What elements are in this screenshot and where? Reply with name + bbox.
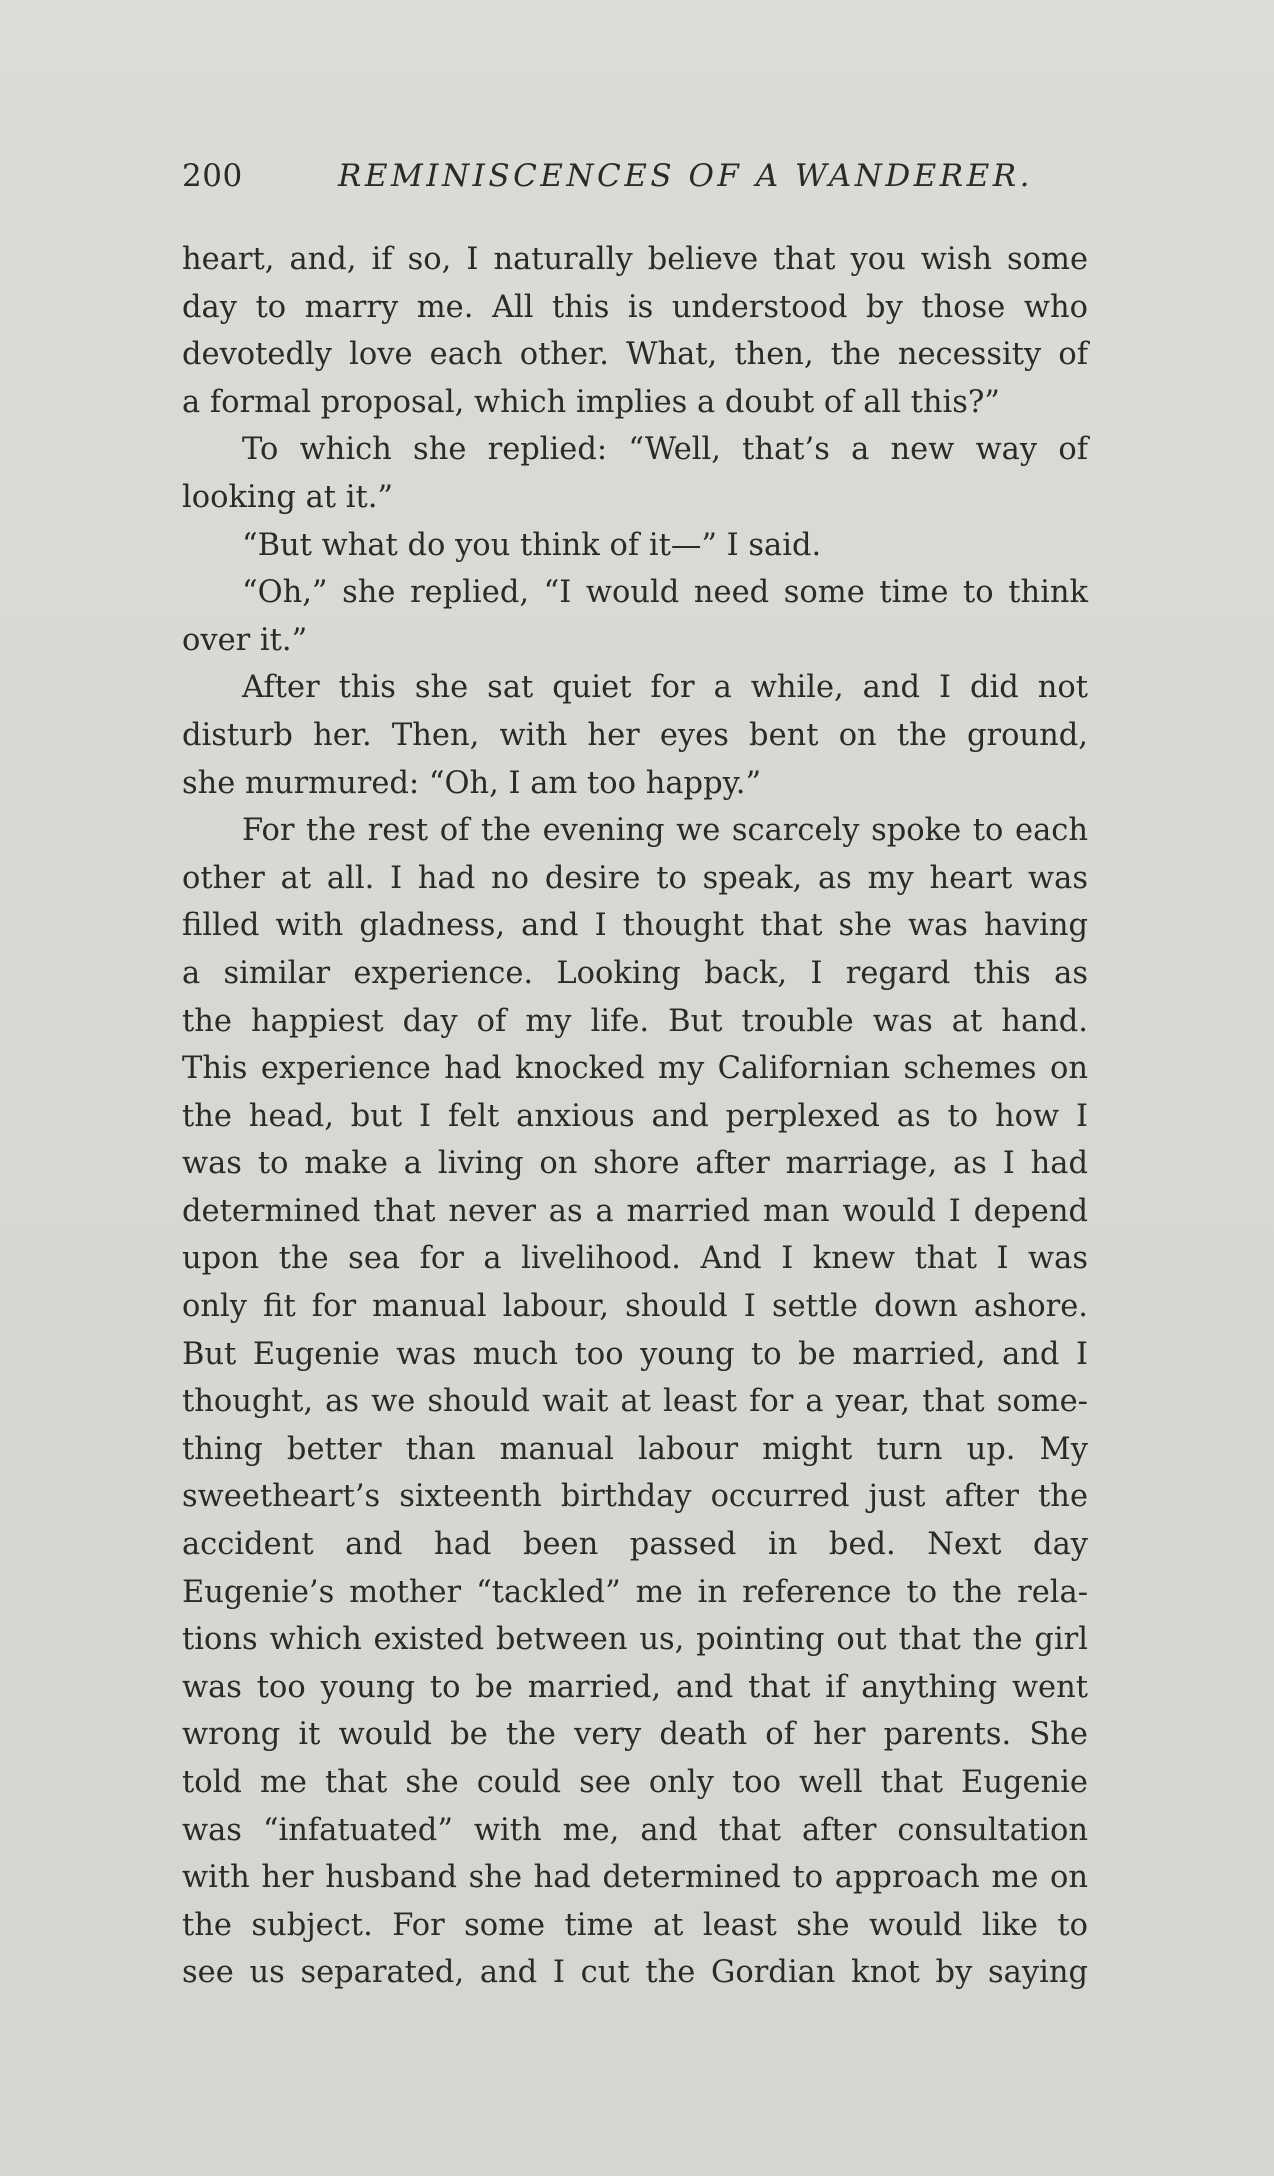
text-line: After this she sat quiet for a while, and I did not: [242, 670, 1088, 706]
text-line: she murmured: “Oh, I am too happy.”: [182, 765, 762, 801]
text-line: To which she replied: “Well, that’s a new way of: [242, 432, 1088, 468]
text-line: “But what do you think of it—” I said.: [242, 527, 822, 563]
body-text: [182, 236, 1088, 1997]
running-head: REMINISCENCES OF A WANDERER.: [338, 158, 1033, 194]
text-line: day to marry me. All this is understood by those who: [182, 289, 1088, 325]
text-line: the head, but I felt anxious and perplexed as to how I: [182, 1098, 1088, 1134]
text-line: over it.”: [182, 622, 308, 658]
text-line: sweetheart’s sixteenth birthday occurred just after the: [182, 1479, 1088, 1515]
text-line: other at all. I had no desire to speak, as my heart was: [182, 860, 1088, 896]
text-line: thought, as we should wait at least for a year, that some-: [182, 1384, 1088, 1420]
text-line: devotedly love each other. What, then, the necessity of: [182, 337, 1088, 373]
text-line: wrong it would be the very death of her parents. She: [182, 1717, 1088, 1753]
text-line: accident and had been passed in bed. Next day: [182, 1527, 1088, 1563]
text-line: heart, and, if so, I naturally believe that you wish some: [182, 242, 1088, 277]
text-line: For the rest of the evening we scarcely spoke to each: [242, 813, 1088, 849]
text-line: a similar experience. Looking back, I regard this as: [182, 955, 1088, 991]
text-line: But Eugenie was much too young to be married, and I: [182, 1336, 1088, 1372]
text-line: “Oh,” she replied, “I would need some time to think: [242, 575, 1088, 611]
text-line: upon the sea for a livelihood. And I knew that I was: [182, 1241, 1088, 1277]
text-line: told me that she could see only too well that Eugenie: [182, 1765, 1088, 1800]
text-line: looking at it.”: [182, 479, 394, 515]
text-line: thing better than manual labour might turn up. My: [182, 1431, 1088, 1467]
text-line: Eugenie’s mother “tackled” me in reference to the rela-: [182, 1574, 1088, 1610]
text-line: This experience had knocked my Californian schemes on: [182, 1051, 1088, 1087]
text-line: the subject. For some time at least she would like to: [182, 1907, 1088, 1943]
text-line: was too young to be married, and that if anything went: [182, 1669, 1088, 1705]
text-line: only fit for manual labour, should I settle down ashore.: [182, 1289, 1088, 1325]
text-line: was to make a living on shore after marriage, as I had: [182, 1146, 1088, 1182]
text-line: disturb her. Then, with her eyes bent on the ground,: [182, 717, 1088, 753]
page-number: 200: [182, 158, 243, 194]
text-line: filled with gladness, and I thought that she was having: [182, 908, 1088, 944]
text-line: see us separated, and I cut the Gordian knot by saying: [182, 1955, 1088, 1991]
text-line: with her husband she had determined to approach me on: [182, 1860, 1088, 1896]
text-line: a formal proposal, which implies a doubt of all this?”: [182, 384, 1000, 420]
page-header: [182, 158, 1088, 198]
text-line: tions which existed between us, pointing out that the girl: [182, 1622, 1088, 1658]
text-line: determined that never as a married man would I depend: [182, 1193, 1088, 1229]
text-line: the happiest day of my life. But trouble was at hand.: [182, 1003, 1088, 1039]
text-line: was “infatuated” with me, and that after consultation: [182, 1812, 1088, 1848]
